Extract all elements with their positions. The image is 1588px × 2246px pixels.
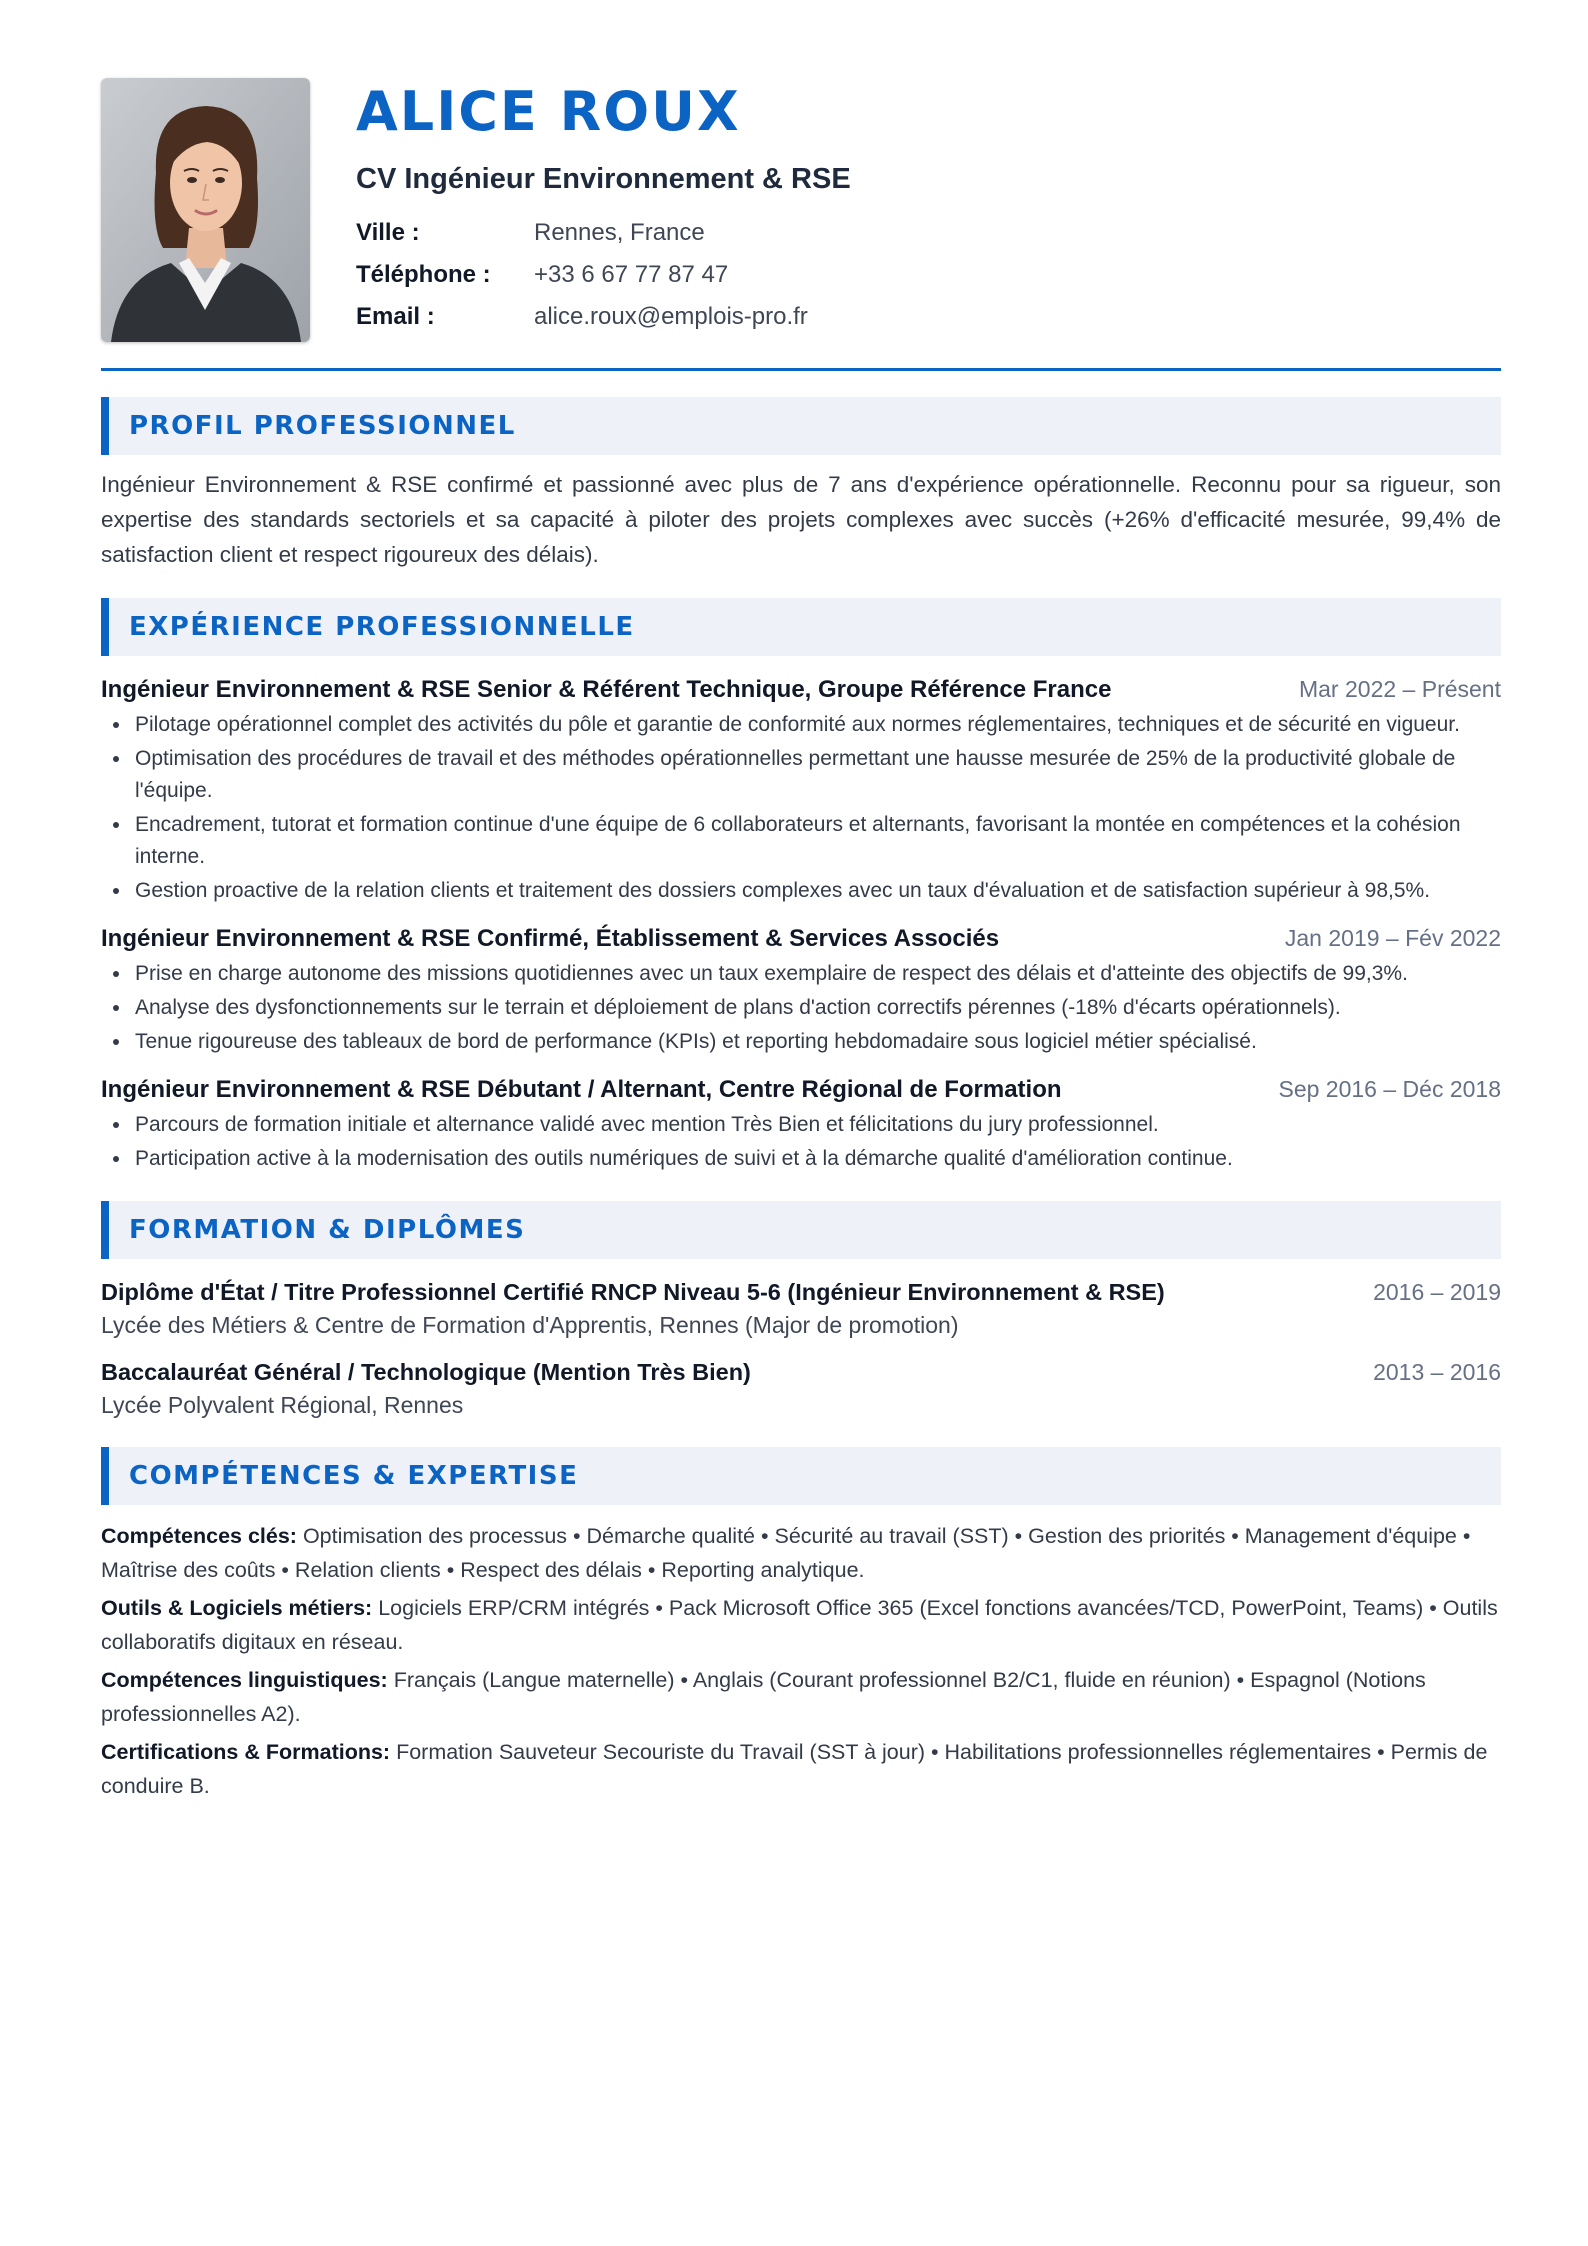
resume-header bbox=[101, 78, 1501, 342]
skill-label: Compétences clés: bbox=[101, 1524, 297, 1548]
skill-line bbox=[101, 1735, 1501, 1803]
job-bullet: Parcours de formation initiale et alternance validé avec mention Très Bien et félicitations du jury professionnel. bbox=[101, 1109, 1501, 1141]
job-date: Jan 2019 – Fév 2022 bbox=[1284, 925, 1501, 951]
education-entry bbox=[101, 1355, 1501, 1421]
job-bullet: Optimisation des procédures de travail et des méthodes opérationnelles permettant une hausse mesurée de 25% de la productivité globale de l'équipe. bbox=[101, 743, 1501, 807]
skill-line bbox=[101, 1663, 1501, 1731]
education-header bbox=[101, 1355, 1501, 1389]
skill-label: Certifications & Formations: bbox=[101, 1740, 391, 1764]
candidate-name: ALICE ROUX bbox=[356, 80, 741, 143]
contact-value: Rennes, France bbox=[534, 219, 705, 246]
profile-photo bbox=[101, 78, 310, 342]
skill-text: Français (Langue maternelle) • Anglais (Courant professionnel B2/C1, fluide en réunion) • Espagnol (Notions professionnelles A2). bbox=[101, 1668, 1426, 1726]
skill-label: Outils & Logiciels métiers: bbox=[101, 1596, 373, 1620]
section-heading: EXPÉRIENCE PROFESSIONNELLE bbox=[129, 612, 635, 642]
profile-text: Ingénieur Environnement & RSE confirmé et passionné avec plus de 7 ans d'expérience opérationnelle. Reconnu pour sa rigueur, son expertise des standards sectoriels et sa capacité à piloter des projets complexes avec succès (+26% d'efficacité mesurée, 99,4% de satisfaction client et respect rigoureux des délais). bbox=[101, 472, 1501, 567]
job-header bbox=[101, 1072, 1501, 1107]
section-title-skills bbox=[101, 1447, 1501, 1505]
section-heading: PROFIL PROFESSIONNEL bbox=[129, 411, 516, 441]
job-entry bbox=[101, 672, 1501, 907]
skill-text: Optimisation des processus • Démarche qualité • Sécurité au travail (SST) • Gestion des priorités • Management d'équipe • Maîtrise des coûts • Relation clients • Respect des délais • Reporting analytique. bbox=[101, 1524, 1471, 1582]
education-school: Lycée Polyvalent Régional, Rennes bbox=[101, 1392, 464, 1418]
education-date: 2013 – 2016 bbox=[1373, 1359, 1501, 1385]
job-header bbox=[101, 921, 1501, 956]
header-info bbox=[356, 78, 851, 338]
section-title-education bbox=[101, 1201, 1501, 1259]
skill-label: Compétences linguistiques: bbox=[101, 1668, 388, 1692]
job-date: Mar 2022 – Présent bbox=[1298, 676, 1501, 702]
contact-phone bbox=[356, 254, 851, 296]
contact-email bbox=[356, 296, 851, 338]
job-date: Sep 2016 – Déc 2018 bbox=[1278, 1076, 1501, 1102]
education-title: Diplôme d'État / Titre Professionnel Certifié RNCP Niveau 5-6 (Ingénieur Environnement & RSE) bbox=[101, 1279, 1165, 1305]
contact-value[interactable]: alice.roux@emplois-pro.fr bbox=[534, 303, 808, 330]
job-bullets bbox=[101, 1109, 1501, 1175]
job-bullet: Participation active à la modernisation des outils numériques de suivi et à la démarche qualité d'amélioration continue. bbox=[101, 1143, 1501, 1175]
resume-page bbox=[101, 78, 1501, 1807]
education-title: Baccalauréat Général / Technologique (Mention Très Bien) bbox=[101, 1359, 751, 1385]
job-header bbox=[101, 672, 1501, 707]
education-header bbox=[101, 1275, 1501, 1309]
skills-list bbox=[101, 1519, 1501, 1803]
contact-label: Téléphone : bbox=[356, 261, 491, 288]
contact-label: Email : bbox=[356, 303, 435, 330]
section-heading: COMPÉTENCES & EXPERTISE bbox=[129, 1461, 579, 1491]
skill-line bbox=[101, 1519, 1501, 1587]
skill-line bbox=[101, 1591, 1501, 1659]
education-date: 2016 – 2019 bbox=[1373, 1279, 1501, 1305]
education-entry bbox=[101, 1275, 1501, 1341]
header-divider bbox=[101, 368, 1501, 371]
section-title-profile bbox=[101, 397, 1501, 455]
job-bullets bbox=[101, 958, 1501, 1058]
job-bullet: Pilotage opérationnel complet des activités du pôle et garantie de conformité aux normes réglementaires, techniques et de sécurité en vigueur. bbox=[101, 709, 1501, 741]
job-bullet: Gestion proactive de la relation clients et traitement des dossiers complexes avec un taux d'évaluation et de satisfaction supérieur à 98,5%. bbox=[101, 875, 1501, 907]
cv-subtitle: CV Ingénieur Environnement & RSE bbox=[356, 163, 851, 195]
job-bullet: Prise en charge autonome des missions quotidiennes avec un taux exemplaire de respect des délais et d'atteinte des objectifs de 99,3%. bbox=[101, 958, 1501, 990]
job-title: Ingénieur Environnement & RSE Débutant / Alternant, Centre Régional de Formation bbox=[101, 1076, 1062, 1103]
experience-list bbox=[101, 672, 1501, 1175]
job-title: Ingénieur Environnement & RSE Senior & Référent Technique, Groupe Référence France bbox=[101, 676, 1112, 703]
section-title-experience bbox=[101, 598, 1501, 656]
job-bullet: Analyse des dysfonctionnements sur le terrain et déploiement de plans d'action correctifs pérennes (-18% d'écarts opérationnels). bbox=[101, 992, 1501, 1024]
education-list bbox=[101, 1275, 1501, 1421]
education-school: Lycée des Métiers & Centre de Formation d'Apprentis, Rennes (Major de promotion) bbox=[101, 1312, 959, 1338]
job-bullets bbox=[101, 709, 1501, 907]
skill-text: Logiciels ERP/CRM intégrés • Pack Microsoft Office 365 (Excel fonctions avancées/TCD, PowerPoint, Teams) • Outils collaboratifs digitaux en réseau. bbox=[101, 1596, 1498, 1654]
contact-label: Ville : bbox=[356, 219, 420, 246]
contact-value[interactable]: +33 6 67 77 87 47 bbox=[534, 261, 729, 288]
job-title: Ingénieur Environnement & RSE Confirmé, Établissement & Services Associés bbox=[101, 925, 1000, 952]
skill-text: Formation Sauveteur Secouriste du Travail (SST à jour) • Habilitations professionnelles réglementaires • Permis de conduire B. bbox=[101, 1740, 1488, 1798]
section-heading: FORMATION & DIPLÔMES bbox=[129, 1215, 526, 1245]
profile-photo-icon bbox=[101, 78, 310, 342]
job-bullet: Tenue rigoureuse des tableaux de bord de performance (KPIs) et reporting hebdomadaire sous logiciel métier spécialisé. bbox=[101, 1026, 1501, 1058]
contact-list bbox=[356, 212, 851, 338]
job-entry bbox=[101, 921, 1501, 1058]
job-bullet: Encadrement, tutorat et formation continue d'une équipe de 6 collaborateurs et alternants, favorisant la montée en compétences et la cohésion interne. bbox=[101, 809, 1501, 873]
contact-city bbox=[356, 212, 851, 254]
job-entry bbox=[101, 1072, 1501, 1175]
